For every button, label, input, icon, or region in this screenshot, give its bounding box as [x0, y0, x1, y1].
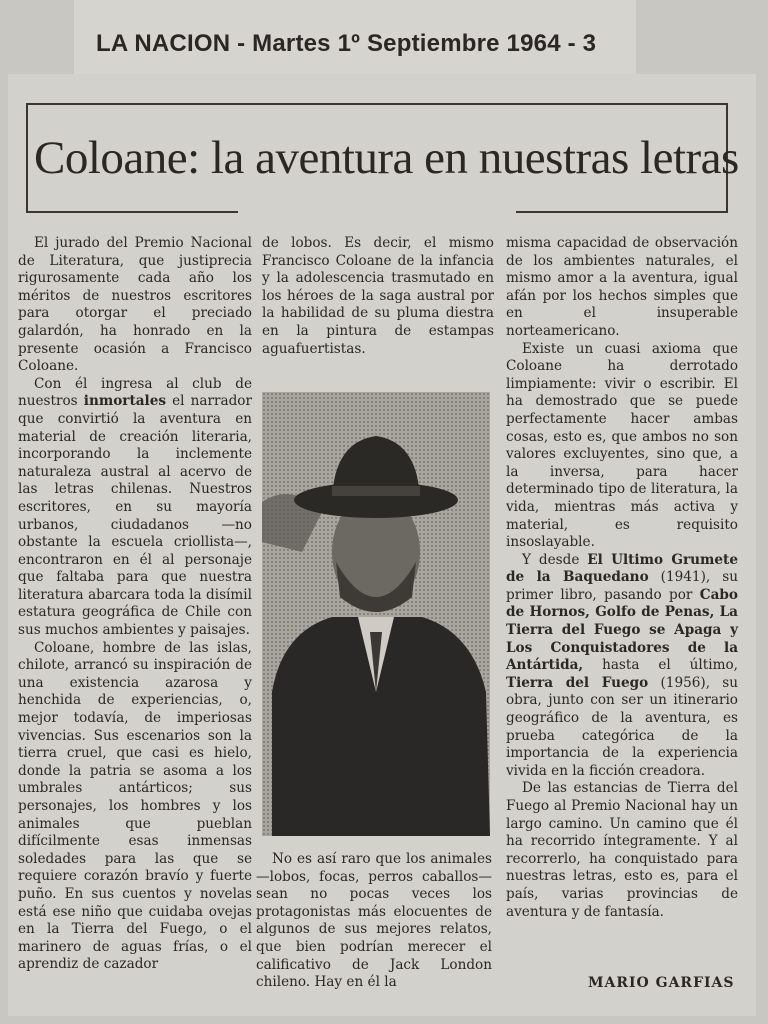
paragraph: de lobos. Es decir, el mismo Francisco Coloane de la infancia y la adolescencia trasmutado en los héroes de la saga austral por la habilidad de su pluma diestra en la pintura de estampas aguafuertistas.	[262, 235, 494, 357]
paragraph: Con él ingresa al club de nuestros inmortales el narrador que convirtió la aventura en material de creación literaria, incorporando la inclemente naturaleza austral al acervo de las letras chilenas. Nuestros escritores, en su mayoría urbanos, ciudadanos —no obstante la escuela criollista—, encontraron en él al personaje que faltaba para que nuestra literatura abarcara toda la disímil estatura geográfica de Chile con sus muchos ambientes y paisajes.	[18, 375, 252, 639]
paragraph: Coloane, hombre de las islas, chilote, arrancó su inspiración de una existencia azarosa y henchida de experiencias, o, mejor todavía, de imperiosas vivencias. Sus escenarios son la tierra cruel, que casi es hielo, donde la patria se asoma a los umbrales antárticos; sus personajes, los hombres y los animales que pueblan difícilmente esas inmensas soledades para las que se requiere corazón bravío y fuerte puño. En sus cuentos y novelas está ese niño que cuidaba ovejas en la Tierra del Fuego, o el marinero de aguas frías, o el aprendiz de cazador	[18, 639, 252, 973]
paragraph: Y desde El Ultimo Grumete de la Baquedano (1941), su primer libro, pasando por Cabo de Hornos, Golfo de Penas, La Tierra del Fuego se Apaga y Los Conquistadores de la Antártida, hasta el último, Tierra del Fuego (1956), su obra, junto con ser un itinerario geográfico de la aventura, es prueba categórica de la importancia de la experiencia vivida en la ficción creadora.	[506, 551, 738, 779]
column-2-top	[262, 235, 494, 358]
paragraph: No es así raro que los animales —lobos, focas, perros caballos— sean no pocas veces los protagonistas más elocuentes de algunos de sus mejores relatos, que bien podrían merecer el calificativo de Jack London chileno. Hay en él la	[256, 851, 492, 991]
author-portrait-photo	[262, 392, 490, 836]
paragraph: misma capacidad de observación de los ambientes naturales, el mismo amor a la aventura, igual afán por los hechos simples que en el insuperable norteamericano.	[506, 235, 738, 339]
column-3	[506, 235, 738, 921]
paragraph: De las estancias de Tierra del Fuego al Premio Nacional hay un largo camino. Un camino que él ha recorrido íntegramente. Y al recorrerlo, ha conquistado para nuestras letras, esto es, para el país, varias provincias de aventura y de fantasía.	[506, 780, 738, 920]
column-1	[18, 235, 252, 974]
paragraph: Existe un cuasi axioma que Coloane ha derrotado limpiamente: vivir o escribir. El ha demostrado que se puede perfectamente hacer ambas cosas, esto es, que ambos no son valores excluyentes, sino que, a la inversa, para hacer determinado tipo de literatura, la vida, mientras más activa y material, es requisito insoslayable.	[506, 340, 738, 551]
newspaper-masthead: LA NACION - Martes 1º Septiembre 1964 - 3	[96, 30, 597, 57]
author-byline: MARIO GARFIAS	[588, 975, 735, 991]
paragraph: El jurado del Premio Nacional de Literatura, que justiprecia rigurosamente cada año los méritos de nuestros escritores para otorgar el preciado galardón, ha honrado en la presente ocasión a Francisco Coloane.	[18, 235, 252, 375]
article-headline: Coloane: la aventura en nuestras letras	[34, 132, 739, 184]
portrait-illustration	[262, 392, 490, 836]
column-2-bottom	[256, 851, 492, 992]
